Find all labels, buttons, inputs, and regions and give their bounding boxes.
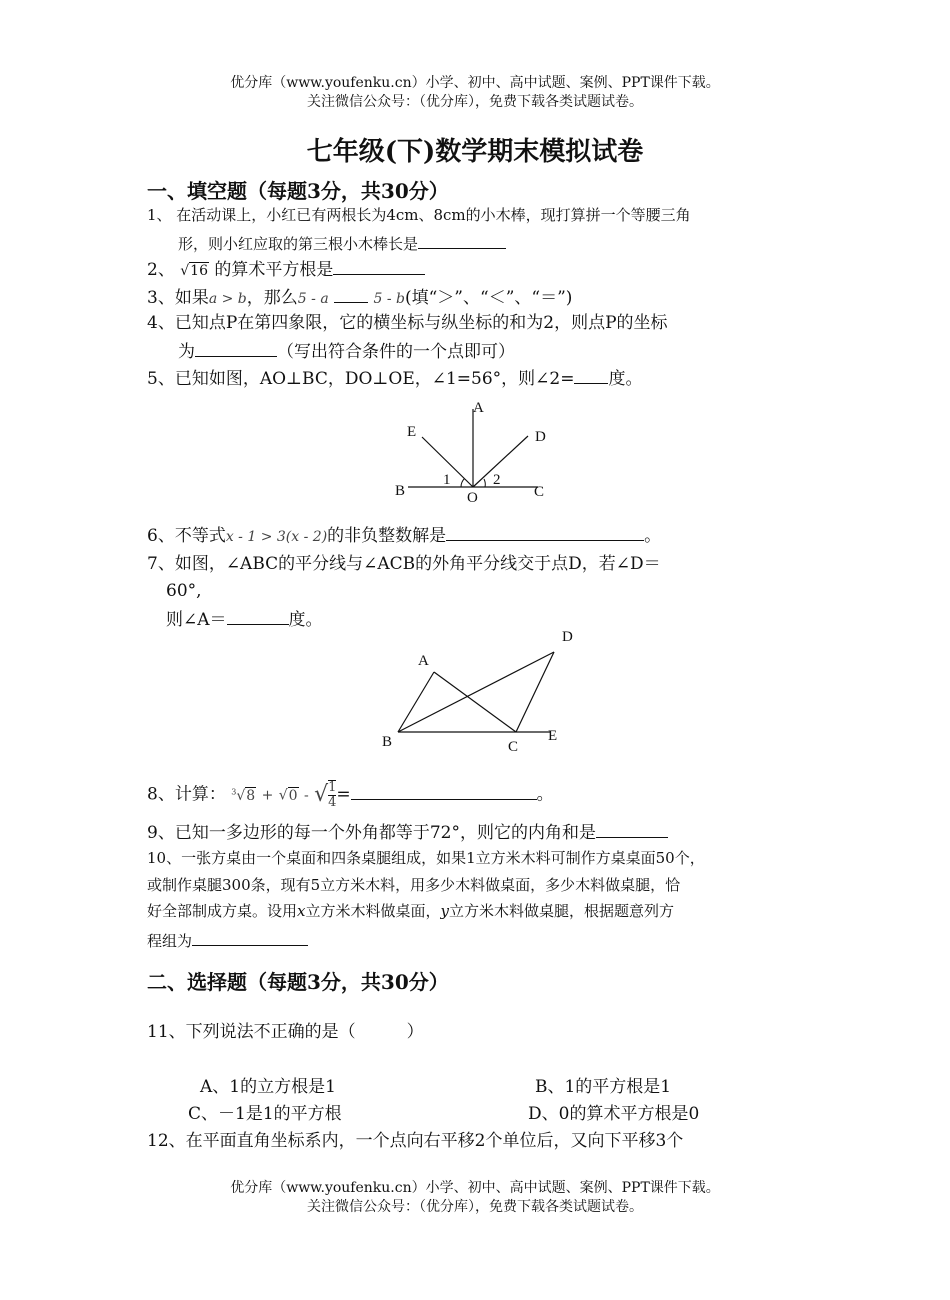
label-d: D xyxy=(562,629,573,645)
question-2-prefix: 2、 xyxy=(147,260,175,280)
question-1-text: 形，则小红应取的第三根小木棒长是 xyxy=(178,235,419,253)
header-line-1: 优分库（www.youfenku.cn）小学、初中、高中试题、案例、PPT课件下载。 xyxy=(230,75,720,91)
question-10-text-d: 程组为 xyxy=(147,932,193,950)
figure-1-perpendicular-lines xyxy=(380,395,580,510)
variable-x: x xyxy=(297,902,306,920)
figure-2-triangle-bisectors xyxy=(370,620,590,760)
question-6-prefix: 6、不等式 xyxy=(147,526,226,546)
answer-blank-1[interactable] xyxy=(418,230,506,249)
answer-blank-8[interactable] xyxy=(351,781,537,800)
fraction-numerator: 1 xyxy=(328,780,337,796)
question-2-suffix: 的算术平方根是 xyxy=(214,260,334,280)
sqrt-16-expression: √16 xyxy=(180,263,208,279)
question-6-suffix: 的非负整数解是 xyxy=(327,526,447,546)
label-e: E xyxy=(407,424,417,440)
line-ac xyxy=(434,672,516,732)
cube-radicand: 8 xyxy=(246,787,256,804)
question-4-suffix: （写出符合条件的一个点即可） xyxy=(277,342,515,362)
footer-line-2: 关注微信公众号：（优分库），免费下载各类试题试卷。 xyxy=(307,1199,643,1215)
question-3-condition: a > b xyxy=(208,291,247,307)
minus-sign: - xyxy=(303,787,309,804)
label-b: B xyxy=(382,734,393,750)
question-10-line-4 xyxy=(147,927,308,953)
question-11-option-c[interactable]: C、－1是1的平方根 xyxy=(188,1104,342,1124)
question-10-line-3 xyxy=(147,899,674,923)
question-8-end: 。 xyxy=(536,784,554,805)
question-3-left-expr: 5 - a xyxy=(297,291,329,307)
question-5 xyxy=(147,365,642,391)
section-2-heading: 二、选择题（每题3分，共30分） xyxy=(147,970,449,994)
question-3-right-expr: 5 - b xyxy=(373,291,405,307)
question-11-option-b[interactable]: B、1的平方根是1 xyxy=(535,1077,672,1097)
question-9 xyxy=(147,819,668,845)
page-title: 七年级(下)数学期末模拟试卷 xyxy=(306,137,644,167)
label-angle-2: 2 xyxy=(493,472,501,488)
question-7-line-2: 60°, xyxy=(166,581,202,601)
question-11-stem: 11、下列说法不正确的是（ ） xyxy=(147,1022,424,1042)
answer-blank-9[interactable] xyxy=(596,819,668,838)
question-8-equals: = xyxy=(336,784,351,805)
label-c: C xyxy=(534,484,545,500)
question-10-text-a: 好全部制成方桌。设用 xyxy=(147,902,298,920)
question-5-text: 5、已知如图，AO⊥BC，DO⊥OE，∠1=56°，则∠2= xyxy=(147,369,575,389)
plus-sign: + xyxy=(261,787,274,804)
label-a: A xyxy=(418,653,429,669)
question-9-text: 9、已知一多边形的每一个外角都等于72°，则它的内角和是 xyxy=(147,823,596,843)
label-e: E xyxy=(548,728,558,744)
question-11-option-d[interactable]: D、0的算术平方根是0 xyxy=(528,1104,700,1124)
question-8-prefix: 8、计算： xyxy=(147,784,226,805)
line-od xyxy=(473,436,528,487)
question-4-line-1: 4、已知点P在第四象限，它的横坐标与纵坐标的和为2，则点P的坐标 xyxy=(147,313,668,333)
answer-blank-2[interactable] xyxy=(333,256,425,275)
answer-blank-10[interactable] xyxy=(192,927,308,946)
question-10-line-1: 10、一张方桌由一个桌面和四条桌腿组成，如果1立方米木料可制作方桌桌面50个， xyxy=(147,849,705,867)
question-7-line-3 xyxy=(166,606,323,632)
question-7-prefix: 则∠A＝ xyxy=(166,610,227,630)
label-a: A xyxy=(473,400,484,416)
label-b: B xyxy=(395,483,406,499)
variable-y: y xyxy=(440,902,449,920)
sqrt-zero-radicand: 0 xyxy=(288,787,298,804)
question-1-line-1: 1、 在活动课上，小红已有两根长为4cm、8cm的小木棒，现打算拼一个等腰三角 xyxy=(147,206,691,224)
answer-blank-4[interactable] xyxy=(195,338,277,357)
question-10-text-c: 立方米木料做桌腿，根据题意列方 xyxy=(448,902,674,920)
angle-2-arc xyxy=(484,479,485,487)
answer-blank-7[interactable] xyxy=(227,606,289,625)
question-6 xyxy=(147,522,661,549)
question-5-unit: 度。 xyxy=(608,369,643,389)
answer-blank-6[interactable] xyxy=(446,522,644,541)
header-line-2: 关注微信公众号：（优分库），免费下载各类试题试卷。 xyxy=(307,94,643,110)
question-10-line-2: 或制作桌腿300条，现有5立方米木料，用多少木料做桌面，多少木料做桌腿，恰 xyxy=(147,876,681,894)
footer-line-1: 优分库（www.youfenku.cn）小学、初中、高中试题、案例、PPT课件下载。 xyxy=(230,1180,720,1196)
question-10-text-b: 立方米木料做桌面， xyxy=(305,902,441,920)
question-3-suffix: (填“＞”、“＜”、“＝”) xyxy=(404,288,573,308)
label-angle-1: 1 xyxy=(443,472,451,488)
question-12-line-1: 12、在平面直角坐标系内，一个点向右平移2个单位后，又向下平移3个 xyxy=(147,1131,684,1151)
question-3 xyxy=(147,284,572,311)
question-6-inequality: x - 1 > 3(x - 2) xyxy=(225,529,328,545)
question-3-mid: ，那么 xyxy=(246,288,298,308)
label-c: C xyxy=(508,739,519,755)
sqrt-0: √0 xyxy=(278,787,298,804)
section-1-heading: 一、填空题（每题3分，共30分） xyxy=(147,179,449,203)
question-2 xyxy=(147,256,425,283)
answer-blank-5[interactable] xyxy=(574,365,608,384)
question-3-prefix: 3、如果 xyxy=(147,288,209,308)
question-8 xyxy=(147,780,554,810)
line-cd xyxy=(516,652,554,732)
label-o: O xyxy=(467,490,478,506)
sqrt-radicand: 16 xyxy=(190,263,208,279)
question-7-line-1: 7、如图，∠ABC的平分线与∠ACB的外角平分线交于点D，若∠D＝ xyxy=(147,554,661,574)
question-7-suffix: 度。 xyxy=(288,610,323,630)
answer-blank-3[interactable] xyxy=(334,284,368,303)
question-11-option-a[interactable]: A、1的立方根是1 xyxy=(200,1077,336,1097)
question-4-line-2 xyxy=(178,338,515,364)
fraction-denominator: 4 xyxy=(328,795,337,811)
angle-1-arc xyxy=(461,479,465,488)
question-1-line-2 xyxy=(178,230,506,256)
label-d: D xyxy=(535,429,546,445)
sqrt-quarter: √ $\frac{1}{4}$ xyxy=(314,780,337,811)
question-4-prefix: 为 xyxy=(178,342,195,362)
question-6-end: 。 xyxy=(644,526,662,546)
cube-root-8: $^3$√8 xyxy=(231,787,256,804)
